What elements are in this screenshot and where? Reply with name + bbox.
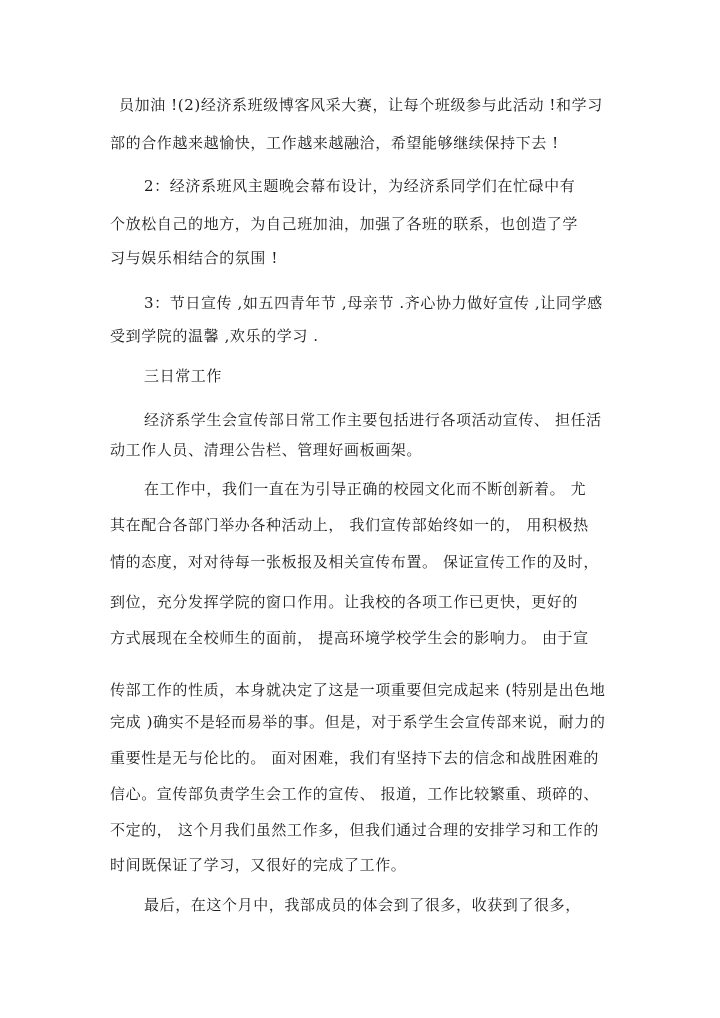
text-line: 情的态度，对对待每一张板报及相关宣传布置。 保证宣传工作的及时，: [110, 553, 599, 571]
text-line: 员加油 !(2)经济系班级博客风采大赛，让每个班级参与此活动 !和学习: [119, 96, 603, 114]
section-heading: 三日常工作: [144, 367, 223, 385]
text-line: 其在配合各部门举办各种活动上， 我们宣传部始终如一的， 用积极热: [110, 516, 589, 534]
text-line: 信心。宣传部负责学生会工作的宣传、 报道，工作比较繁重、琐碎的、: [110, 785, 599, 803]
text-line: 最后，在这个月中，我部成员的体会到了很多，收获到了很多，: [144, 896, 581, 914]
text-line: 传部工作的性质，本身就决定了这是一项重要但完成起来 (特别是出色地: [110, 681, 606, 699]
text-line: 方式展现在全校师生的面前， 提高环境学校学生会的影响力。 由于宣: [110, 629, 589, 647]
text-line: 个放松自己的地方，为自己班加油，加强了各班的联系，也创造了学: [110, 215, 579, 233]
text-line: 在工作中，我们一直在为引导正确的校园文化而不断创新着。 尤: [144, 480, 587, 498]
text-line: 到位，充分发挥学院的窗口作用。让我校的各项工作已更快，更好的: [110, 593, 579, 611]
text-line: 完成 )确实不是轻而易举的事。但是，对于系学生会宣传部来说，耐力的: [110, 713, 606, 731]
text-line: 时间既保证了学习，又很好的完成了工作。: [110, 856, 407, 874]
text-line: 经济系学生会宣传部日常工作主要包括进行各项活动宣传、 担任活: [144, 411, 602, 429]
text-line: 2：经济系班风主题晚会幕布设计，为经济系同学们在忙碌中有: [144, 177, 576, 195]
text-line: 不定的， 这个月我们虽然工作多，但我们通过合理的安排学习和工作的: [110, 821, 599, 839]
text-line: 部的合作越来越愉快，工作越来越融洽，希望能够继续保持下去 !: [110, 134, 559, 152]
text-line: 动工作人员、清理公告栏、管理好画板画架。: [110, 441, 423, 459]
text-line: 习与娱乐相结合的氛围 !: [110, 249, 278, 267]
text-line: 重要性是无与伦比的。 面对困难，我们有坚持下去的信念和战胜困难的: [110, 749, 599, 767]
text-line: 3：节日宣传 ,如五四青年节 ,母亲节 .齐心协力做好宣传 ,让同学感: [144, 294, 603, 312]
text-line: 受到学院的温馨 ,欢乐的学习 .: [110, 327, 319, 345]
